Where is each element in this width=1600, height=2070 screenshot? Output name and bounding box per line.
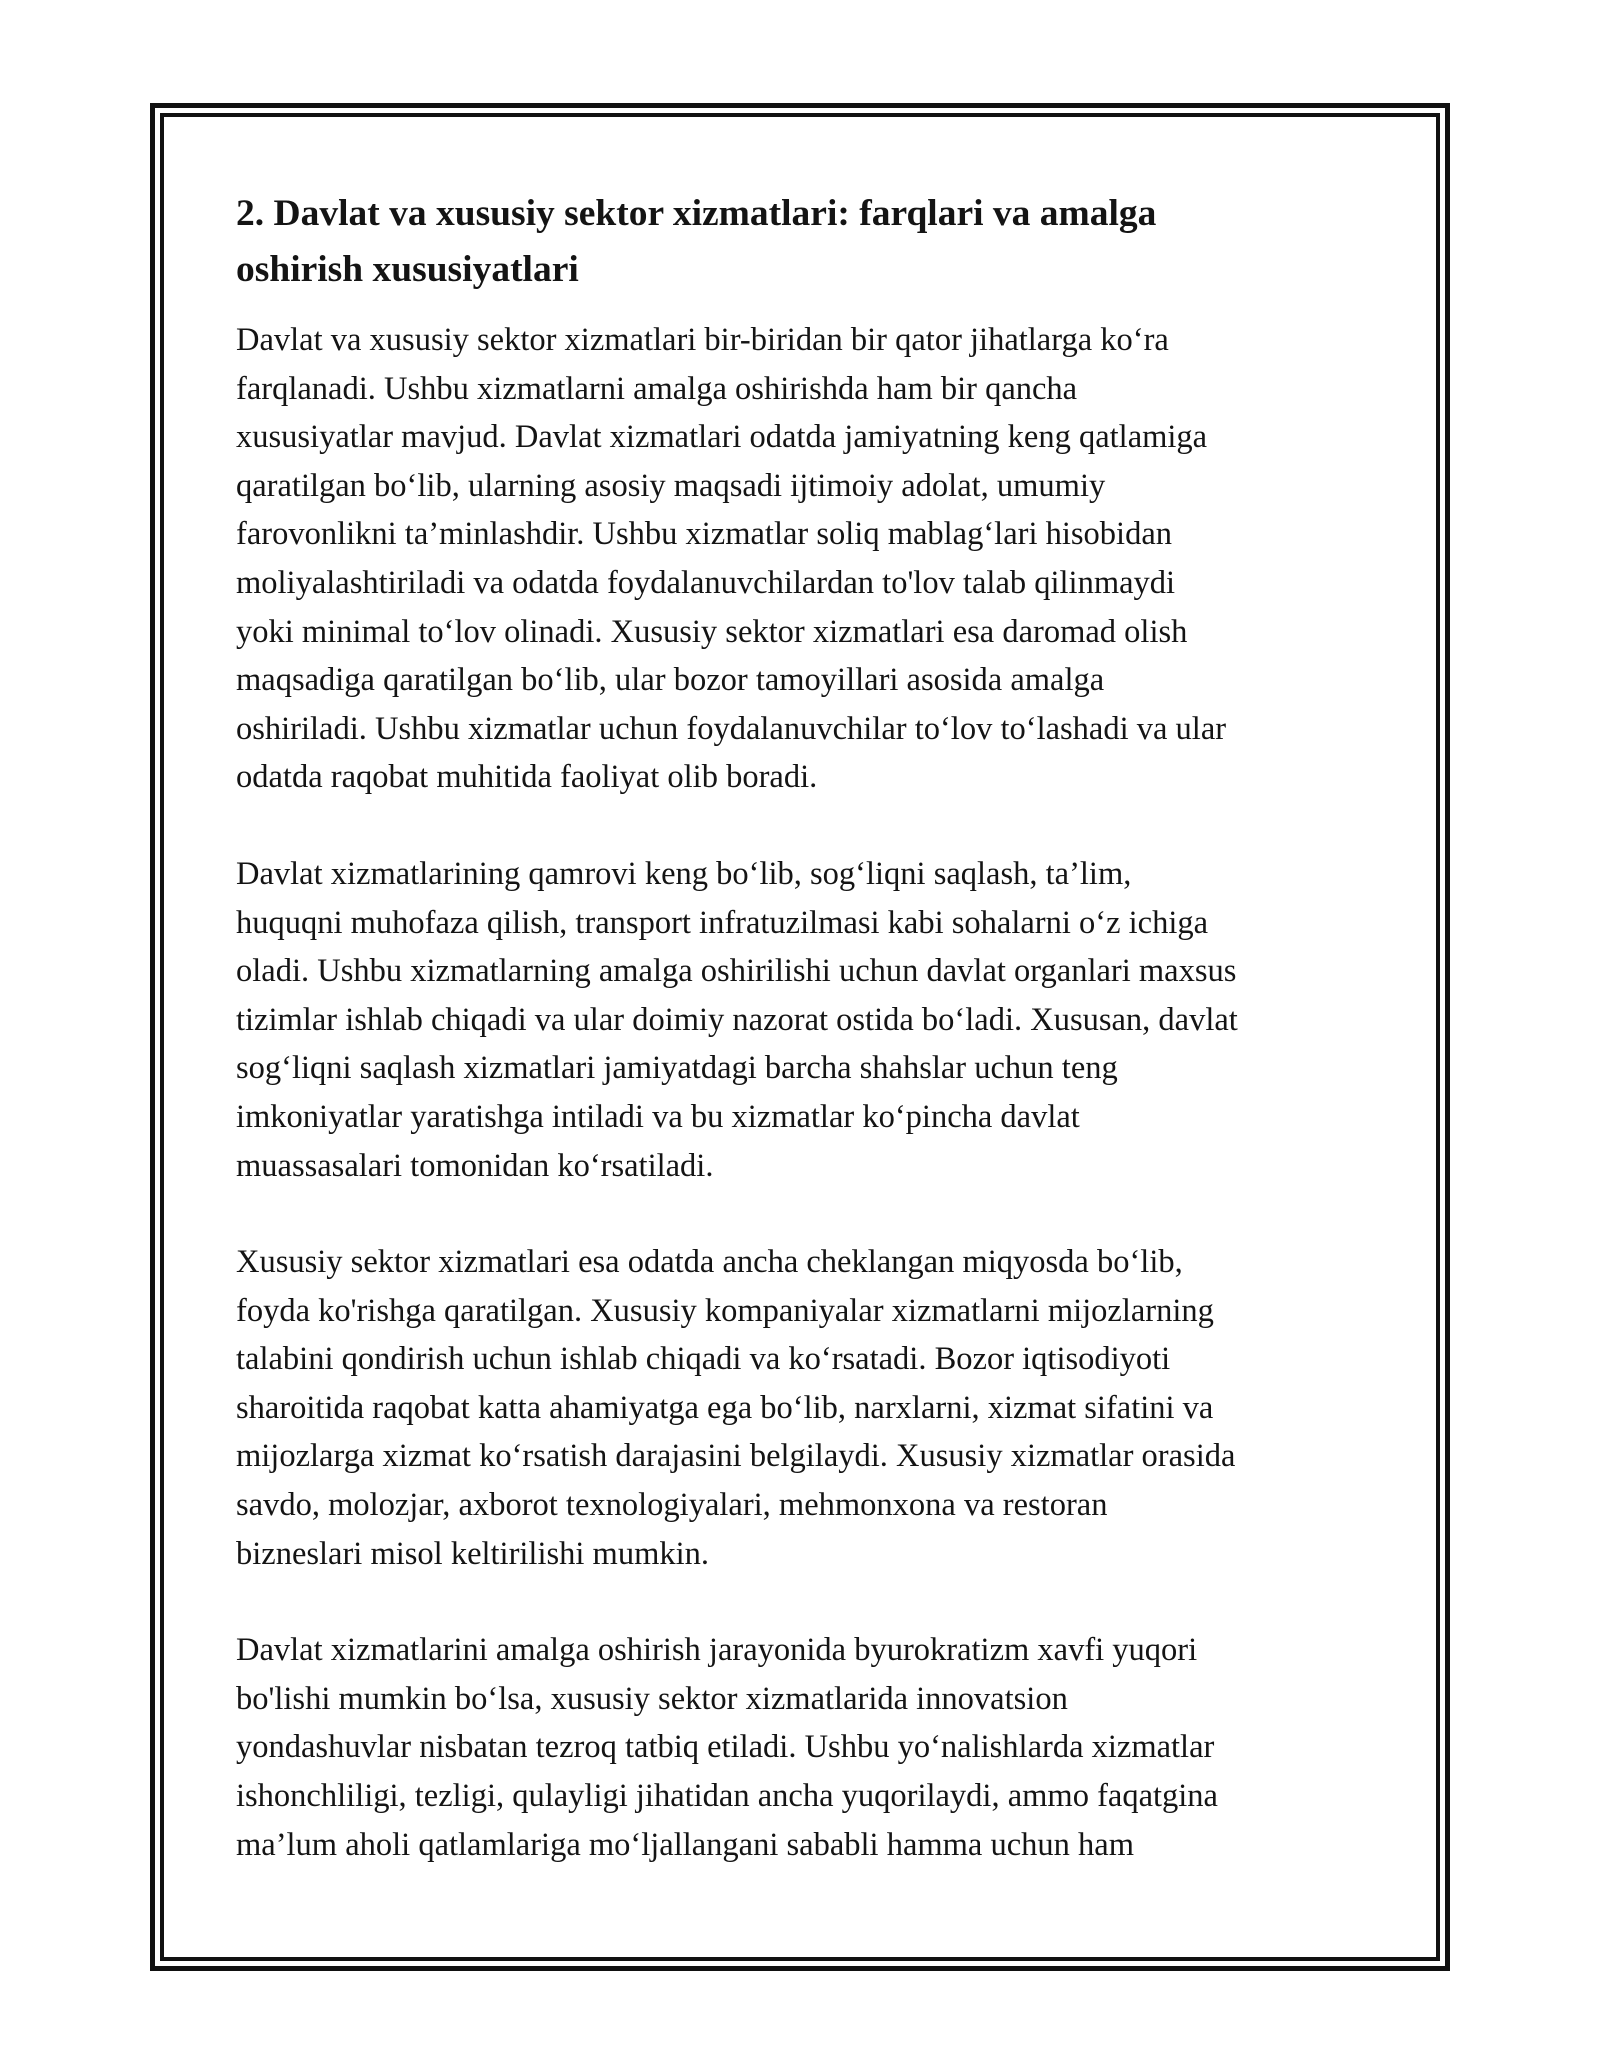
text-line: sog‘liqni saqlash xizmatlari jamiyatdagi barcha shahslar uchun teng — [236, 1050, 1118, 1087]
text-line: Davlat xizmatlarini amalga oshirish jarayonida byurokratizm xavfi yuqori — [236, 1632, 1198, 1669]
text-line: oladi. Ushbu xizmatlarning amalga oshirilishi uchun davlat organlari maxsus — [236, 953, 1237, 990]
text-line: yoki minimal to‘lov olinadi. Xususiy sektor xizmatlari esa daromad olish — [236, 613, 1188, 650]
text-line: yondashuvlar nisbatan tezroq tatbiq etiladi. Ushbu yo‘nalishlarda xizmatlar — [236, 1729, 1215, 1766]
text-line: Davlat xizmatlarining qamrovi keng bo‘lib, sog‘liqni saqlash, ta’lim, — [236, 855, 1132, 892]
text-line: ishonchliligi, tezligi, qulayligi jihatidan ancha yuqorilaydi, ammo faqatgina — [236, 1778, 1218, 1815]
text-line: huquqni muhofaza qilish, transport infratuzilmasi kabi sohalarni o‘z ichiga — [236, 904, 1209, 941]
text-line: mijozlarga xizmat ko‘rsatish darajasini belgilaydi. Xususiy xizmatlar orasida — [236, 1438, 1236, 1475]
heading-line: oshirish xususiyatlari — [236, 249, 579, 290]
paragraph-1 — [236, 316, 1376, 802]
heading-line: 2. Davlat va xususiy sektor xizmatlari: farqlari va amalga — [236, 193, 1157, 234]
document-body — [236, 186, 1376, 1917]
text-line: moliyalashtiriladi va odatda foydalanuvchilardan to'lov talab qilinmaydi — [236, 564, 1176, 601]
text-line: tizimlar ishlab chiqadi va ular doimiy nazorat ostida bo‘ladi. Xususan, davlat — [236, 1001, 1238, 1038]
text-line: Xususiy sektor xizmatlari esa odatda ancha cheklangan miqyosda bo‘lib, — [236, 1244, 1183, 1281]
text-line: xususiyatlar mavjud. Davlat xizmatlari odatda jamiyatning keng qatlamiga — [236, 419, 1208, 456]
text-line: bo'lishi mumkin bo‘lsa, xususiy sektor xizmatlarida innovatsion — [236, 1680, 1068, 1717]
text-line: foyda ko'rishga qaratilgan. Xususiy kompaniyalar xizmatlarni mijozlarning — [236, 1292, 1214, 1329]
text-line: muassasalari tomonidan ko‘rsatiladi. — [236, 1147, 714, 1184]
paragraph-3 — [236, 1238, 1376, 1578]
text-line: ma’lum aholi qatlamlariga mo‘ljallangani sababli hamma uchun ham — [236, 1826, 1134, 1863]
text-line: bizneslari misol keltirilishi mumkin. — [236, 1535, 710, 1572]
text-line: qaratilgan bo‘lib, ularning asosiy maqsadi ijtimoiy adolat, umumiy — [236, 467, 1106, 504]
paragraph-4 — [236, 1626, 1376, 1869]
text-line: savdo, molozjar, axborot texnologiyalari, mehmonxona va restoran — [236, 1487, 1108, 1524]
section-heading — [236, 186, 1376, 298]
text-line: odatda raqobat muhitida faoliyat olib boradi. — [236, 759, 818, 796]
text-line: oshiriladi. Ushbu xizmatlar uchun foydalanuvchilar to‘lov to‘lashadi va ular — [236, 710, 1227, 747]
text-line: imkoniyatlar yaratishga intiladi va bu xizmatlar ko‘pincha davlat — [236, 1098, 1080, 1135]
text-line: farovonlikni ta’minlashdir. Ushbu xizmatlar soliq mablag‘lari hisobidan — [236, 516, 1172, 553]
text-line: Davlat va xususiy sektor xizmatlari bir-biridan bir qator jihatlarga ko‘ra — [236, 322, 1169, 358]
text-line: talabini qondirish uchun ishlab chiqadi va ko‘rsatadi. Bozor iqtisodiyoti — [236, 1341, 1171, 1378]
text-line: farqlanadi. Ushbu xizmatlarni amalga oshirishda ham bir qancha — [236, 370, 1078, 407]
text-line: sharoitida raqobat katta ahamiyatga ega bo‘lib, narxlarni, xizmat sifatini va — [236, 1389, 1214, 1426]
paragraph-2 — [236, 850, 1376, 1190]
text-line: maqsadiga qaratilgan bo‘lib, ular bozor tamoyillari asosida amalga — [236, 662, 1105, 699]
